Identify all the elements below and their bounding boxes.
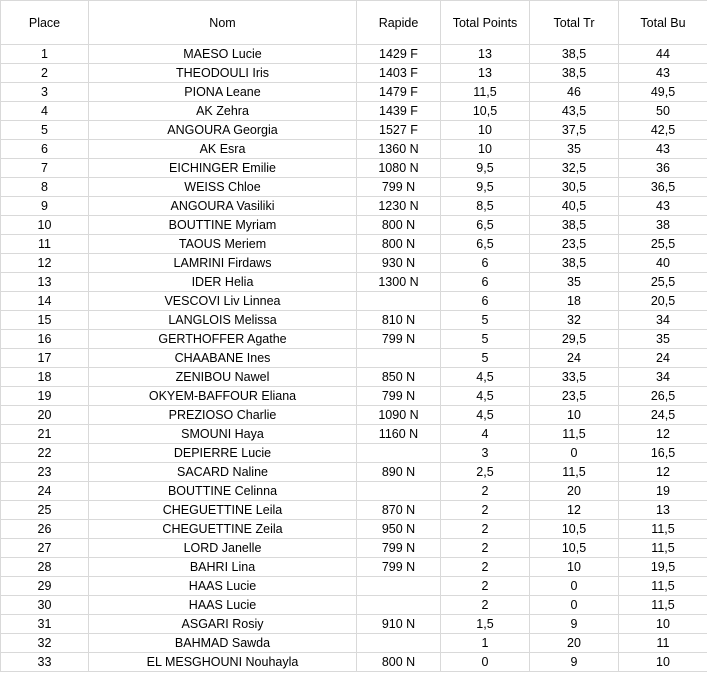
cell-rapide[interactable]: 950 N [357, 520, 441, 539]
cell-rapide[interactable]: 800 N [357, 235, 441, 254]
cell-place[interactable]: 9 [1, 197, 89, 216]
cell-total-bu[interactable]: 43 [619, 64, 707, 83]
table-row [1, 102, 707, 121]
table-row [1, 83, 707, 102]
cell-nom[interactable]: VESCOVI Liv Linnea [89, 292, 357, 311]
cell-total-bu[interactable]: 43 [619, 140, 707, 159]
cell-total-points[interactable]: 13 [441, 64, 530, 83]
table-row [1, 558, 707, 577]
cell-nom[interactable]: LAMRINI Firdaws [89, 254, 357, 273]
cell-rapide[interactable]: 1080 N [357, 159, 441, 178]
cell-total-tr[interactable]: 40,5 [530, 197, 619, 216]
cell-total-points[interactable]: 2 [441, 482, 530, 501]
cell-total-points[interactable]: 6 [441, 292, 530, 311]
cell-total-tr[interactable]: 38,5 [530, 45, 619, 64]
cell-rapide[interactable]: 810 N [357, 311, 441, 330]
cell-place[interactable]: 16 [1, 330, 89, 349]
table-row [1, 273, 707, 292]
cell-total-bu[interactable]: 36,5 [619, 178, 707, 197]
cell-rapide[interactable]: 799 N [357, 539, 441, 558]
cell-total-points[interactable]: 6 [441, 254, 530, 273]
cell-nom[interactable]: PIONA Leane [89, 83, 357, 102]
header-total-points[interactable]: Total Points [441, 1, 530, 45]
cell-total-tr[interactable]: 0 [530, 577, 619, 596]
cell-place[interactable]: 31 [1, 615, 89, 634]
cell-total-bu[interactable]: 50 [619, 102, 707, 121]
cell-total-tr[interactable]: 12 [530, 501, 619, 520]
cell-total-points[interactable]: 9,5 [441, 178, 530, 197]
cell-place[interactable]: 15 [1, 311, 89, 330]
cell-place[interactable]: 29 [1, 577, 89, 596]
cell-total-tr[interactable]: 18 [530, 292, 619, 311]
cell-total-tr[interactable]: 20 [530, 482, 619, 501]
cell-rapide[interactable] [357, 349, 441, 368]
header-rapide[interactable]: Rapide [357, 1, 441, 45]
cell-place[interactable]: 28 [1, 558, 89, 577]
cell-nom[interactable]: ZENIBOU Nawel [89, 368, 357, 387]
cell-rapide[interactable]: 1300 N [357, 273, 441, 292]
cell-total-points[interactable]: 1,5 [441, 615, 530, 634]
table-row [1, 596, 707, 615]
cell-place[interactable]: 20 [1, 406, 89, 425]
cell-total-points[interactable]: 2 [441, 558, 530, 577]
cell-place[interactable]: 30 [1, 596, 89, 615]
cell-rapide[interactable]: 1429 F [357, 45, 441, 64]
cell-total-tr[interactable]: 38,5 [530, 64, 619, 83]
cell-place[interactable]: 27 [1, 539, 89, 558]
table-row [1, 140, 707, 159]
cell-total-points[interactable]: 4,5 [441, 387, 530, 406]
cell-nom[interactable]: LORD Janelle [89, 539, 357, 558]
cell-place[interactable]: 26 [1, 520, 89, 539]
table-row [1, 425, 707, 444]
cell-total-bu[interactable]: 11,5 [619, 539, 707, 558]
cell-total-tr[interactable]: 32,5 [530, 159, 619, 178]
cell-total-tr[interactable]: 32 [530, 311, 619, 330]
cell-nom[interactable]: ANGOURA Vasiliki [89, 197, 357, 216]
cell-total-bu[interactable]: 24 [619, 349, 707, 368]
table-row [1, 254, 707, 273]
cell-place[interactable]: 11 [1, 235, 89, 254]
cell-total-tr[interactable]: 23,5 [530, 235, 619, 254]
cell-total-bu[interactable]: 38 [619, 216, 707, 235]
cell-total-tr[interactable]: 30,5 [530, 178, 619, 197]
cell-rapide[interactable] [357, 292, 441, 311]
cell-nom[interactable]: THEODOULI Iris [89, 64, 357, 83]
cell-rapide[interactable]: 799 N [357, 330, 441, 349]
cell-total-tr[interactable]: 10,5 [530, 539, 619, 558]
cell-nom[interactable]: DEPIERRE Lucie [89, 444, 357, 463]
table-row [1, 178, 707, 197]
cell-total-points[interactable]: 4,5 [441, 368, 530, 387]
cell-nom[interactable]: TAOUS Meriem [89, 235, 357, 254]
cell-total-points[interactable]: 2 [441, 577, 530, 596]
cell-total-bu[interactable]: 12 [619, 463, 707, 482]
cell-total-bu[interactable]: 49,5 [619, 83, 707, 102]
cell-total-tr[interactable]: 33,5 [530, 368, 619, 387]
cell-total-bu[interactable]: 20,5 [619, 292, 707, 311]
cell-total-points[interactable]: 2 [441, 520, 530, 539]
table-row [1, 64, 707, 83]
cell-nom[interactable]: EL MESGHOUNI Nouhayla [89, 653, 357, 672]
cell-total-tr[interactable]: 10,5 [530, 520, 619, 539]
table-row [1, 653, 707, 672]
cell-total-bu[interactable]: 11,5 [619, 520, 707, 539]
cell-rapide[interactable] [357, 634, 441, 653]
cell-total-bu[interactable]: 26,5 [619, 387, 707, 406]
cell-total-bu[interactable]: 13 [619, 501, 707, 520]
cell-total-bu[interactable]: 19 [619, 482, 707, 501]
cell-total-bu[interactable]: 10 [619, 615, 707, 634]
cell-place[interactable]: 19 [1, 387, 89, 406]
table-row [1, 121, 707, 140]
table-row [1, 539, 707, 558]
table-row [1, 197, 707, 216]
cell-nom[interactable]: BOUTTINE Celinna [89, 482, 357, 501]
cell-total-bu[interactable]: 16,5 [619, 444, 707, 463]
table-row [1, 235, 707, 254]
table-row [1, 216, 707, 235]
cell-total-points[interactable]: 13 [441, 45, 530, 64]
cell-place[interactable]: 33 [1, 653, 89, 672]
cell-total-tr[interactable]: 9 [530, 653, 619, 672]
cell-nom[interactable]: ASGARI Rosiy [89, 615, 357, 634]
cell-total-points[interactable]: 11,5 [441, 83, 530, 102]
cell-rapide[interactable]: 1403 F [357, 64, 441, 83]
cell-rapide[interactable]: 930 N [357, 254, 441, 273]
cell-total-bu[interactable]: 12 [619, 425, 707, 444]
cell-rapide[interactable]: 1360 N [357, 140, 441, 159]
cell-place[interactable]: 17 [1, 349, 89, 368]
cell-place[interactable]: 1 [1, 45, 89, 64]
cell-place[interactable]: 3 [1, 83, 89, 102]
cell-nom[interactable]: MAESO Lucie [89, 45, 357, 64]
cell-place[interactable]: 2 [1, 64, 89, 83]
cell-total-tr[interactable]: 43,5 [530, 102, 619, 121]
cell-total-tr[interactable]: 23,5 [530, 387, 619, 406]
cell-rapide[interactable] [357, 577, 441, 596]
table-row [1, 159, 707, 178]
cell-total-points[interactable]: 2 [441, 501, 530, 520]
cell-total-tr[interactable]: 9 [530, 615, 619, 634]
cell-rapide[interactable]: 890 N [357, 463, 441, 482]
cell-total-bu[interactable]: 36 [619, 159, 707, 178]
cell-total-tr[interactable]: 10 [530, 406, 619, 425]
cell-total-bu[interactable]: 10 [619, 653, 707, 672]
cell-nom[interactable]: OKYEM-BAFFOUR Eliana [89, 387, 357, 406]
cell-nom[interactable]: ANGOURA Georgia [89, 121, 357, 140]
table-row [1, 482, 707, 501]
cell-rapide[interactable]: 800 N [357, 653, 441, 672]
table-row [1, 501, 707, 520]
cell-place[interactable]: 12 [1, 254, 89, 273]
cell-rapide[interactable]: 1439 F [357, 102, 441, 121]
cell-total-tr[interactable]: 35 [530, 140, 619, 159]
cell-total-bu[interactable]: 25,5 [619, 273, 707, 292]
cell-rapide[interactable]: 1527 F [357, 121, 441, 140]
cell-total-bu[interactable]: 44 [619, 45, 707, 64]
header-nom[interactable]: Nom [89, 1, 357, 45]
cell-rapide[interactable]: 799 N [357, 387, 441, 406]
cell-total-tr[interactable]: 46 [530, 83, 619, 102]
cell-rapide[interactable] [357, 596, 441, 615]
cell-total-points[interactable]: 6 [441, 273, 530, 292]
cell-total-tr[interactable]: 38,5 [530, 254, 619, 273]
cell-total-points[interactable]: 2 [441, 539, 530, 558]
header-total-bu[interactable]: Total Bu [619, 1, 707, 45]
cell-nom[interactable]: HAAS Lucie [89, 577, 357, 596]
table-row [1, 615, 707, 634]
cell-total-points[interactable]: 8,5 [441, 197, 530, 216]
table-row [1, 45, 707, 64]
cell-total-tr[interactable]: 24 [530, 349, 619, 368]
cell-rapide[interactable]: 1090 N [357, 406, 441, 425]
cell-nom[interactable]: SACARD Naline [89, 463, 357, 482]
cell-total-bu[interactable]: 11,5 [619, 577, 707, 596]
table-body [1, 45, 707, 672]
cell-total-tr[interactable]: 38,5 [530, 216, 619, 235]
table-row [1, 330, 707, 349]
cell-total-tr[interactable]: 35 [530, 273, 619, 292]
cell-nom[interactable]: LANGLOIS Melissa [89, 311, 357, 330]
cell-total-tr[interactable]: 10 [530, 558, 619, 577]
cell-total-tr[interactable]: 0 [530, 444, 619, 463]
cell-total-bu[interactable]: 43 [619, 197, 707, 216]
cell-nom[interactable]: CHAABANE Ines [89, 349, 357, 368]
cell-total-bu[interactable]: 35 [619, 330, 707, 349]
cell-total-tr[interactable]: 37,5 [530, 121, 619, 140]
table-row [1, 292, 707, 311]
table-row [1, 368, 707, 387]
cell-nom[interactable]: AK Esra [89, 140, 357, 159]
cell-total-points[interactable]: 5 [441, 349, 530, 368]
cell-rapide[interactable]: 799 N [357, 178, 441, 197]
table-row [1, 387, 707, 406]
cell-total-tr[interactable]: 20 [530, 634, 619, 653]
cell-total-points[interactable]: 9,5 [441, 159, 530, 178]
cell-nom[interactable]: EICHINGER Emilie [89, 159, 357, 178]
cell-total-points[interactable]: 6,5 [441, 235, 530, 254]
cell-place[interactable]: 32 [1, 634, 89, 653]
cell-place[interactable]: 14 [1, 292, 89, 311]
cell-total-points[interactable]: 0 [441, 653, 530, 672]
table-row [1, 444, 707, 463]
cell-rapide[interactable]: 1160 N [357, 425, 441, 444]
cell-total-points[interactable]: 2 [441, 596, 530, 615]
cell-place[interactable]: 8 [1, 178, 89, 197]
cell-total-points[interactable]: 1 [441, 634, 530, 653]
cell-place[interactable]: 21 [1, 425, 89, 444]
table-row [1, 577, 707, 596]
cell-total-tr[interactable]: 0 [530, 596, 619, 615]
cell-place[interactable]: 7 [1, 159, 89, 178]
cell-rapide[interactable]: 870 N [357, 501, 441, 520]
cell-total-tr[interactable]: 11,5 [530, 463, 619, 482]
cell-total-points[interactable]: 4 [441, 425, 530, 444]
table-row [1, 406, 707, 425]
cell-rapide[interactable]: 1230 N [357, 197, 441, 216]
cell-total-bu[interactable]: 42,5 [619, 121, 707, 140]
cell-place[interactable]: 6 [1, 140, 89, 159]
cell-total-bu[interactable]: 11,5 [619, 596, 707, 615]
table-row [1, 634, 707, 653]
cell-total-points[interactable]: 4,5 [441, 406, 530, 425]
cell-rapide[interactable] [357, 482, 441, 501]
cell-total-bu[interactable]: 19,5 [619, 558, 707, 577]
cell-nom[interactable]: HAAS Lucie [89, 596, 357, 615]
table-row [1, 520, 707, 539]
header-total-tr[interactable]: Total Tr [530, 1, 619, 45]
cell-nom[interactable]: WEISS Chloe [89, 178, 357, 197]
cell-rapide[interactable]: 799 N [357, 558, 441, 577]
cell-nom[interactable]: AK Zehra [89, 102, 357, 121]
cell-total-bu[interactable]: 24,5 [619, 406, 707, 425]
table-row [1, 349, 707, 368]
cell-rapide[interactable]: 910 N [357, 615, 441, 634]
cell-place[interactable]: 23 [1, 463, 89, 482]
cell-place[interactable]: 5 [1, 121, 89, 140]
cell-nom[interactable]: CHEGUETTINE Leila [89, 501, 357, 520]
cell-rapide[interactable] [357, 444, 441, 463]
cell-total-points[interactable]: 3 [441, 444, 530, 463]
cell-total-points[interactable]: 10,5 [441, 102, 530, 121]
cell-rapide[interactable]: 800 N [357, 216, 441, 235]
cell-place[interactable]: 18 [1, 368, 89, 387]
cell-nom[interactable]: PREZIOSO Charlie [89, 406, 357, 425]
cell-nom[interactable]: SMOUNI Haya [89, 425, 357, 444]
cell-total-bu[interactable]: 34 [619, 311, 707, 330]
table-row [1, 311, 707, 330]
header-row [1, 1, 707, 45]
cell-place[interactable]: 25 [1, 501, 89, 520]
cell-total-bu[interactable]: 40 [619, 254, 707, 273]
cell-nom[interactable]: BOUTTINE Myriam [89, 216, 357, 235]
cell-place[interactable]: 4 [1, 102, 89, 121]
cell-total-points[interactable]: 10 [441, 121, 530, 140]
cell-nom[interactable]: CHEGUETTINE Zeila [89, 520, 357, 539]
table-row [1, 463, 707, 482]
cell-total-points[interactable]: 5 [441, 330, 530, 349]
cell-total-tr[interactable]: 11,5 [530, 425, 619, 444]
cell-total-bu[interactable]: 25,5 [619, 235, 707, 254]
cell-place[interactable]: 10 [1, 216, 89, 235]
cell-nom[interactable]: BAHRI Lina [89, 558, 357, 577]
cell-rapide[interactable]: 1479 F [357, 83, 441, 102]
cell-nom[interactable]: GERTHOFFER Agathe [89, 330, 357, 349]
cell-total-points[interactable]: 10 [441, 140, 530, 159]
cell-rapide[interactable]: 850 N [357, 368, 441, 387]
cell-total-points[interactable]: 2,5 [441, 463, 530, 482]
cell-nom[interactable]: IDER Helia [89, 273, 357, 292]
cell-total-bu[interactable]: 34 [619, 368, 707, 387]
cell-total-points[interactable]: 5 [441, 311, 530, 330]
cell-place[interactable]: 24 [1, 482, 89, 501]
cell-place[interactable]: 22 [1, 444, 89, 463]
cell-nom[interactable]: BAHMAD Sawda [89, 634, 357, 653]
cell-total-tr[interactable]: 29,5 [530, 330, 619, 349]
header-place[interactable]: Place [1, 1, 89, 45]
cell-total-points[interactable]: 6,5 [441, 216, 530, 235]
cell-place[interactable]: 13 [1, 273, 89, 292]
cell-total-bu[interactable]: 11 [619, 634, 707, 653]
